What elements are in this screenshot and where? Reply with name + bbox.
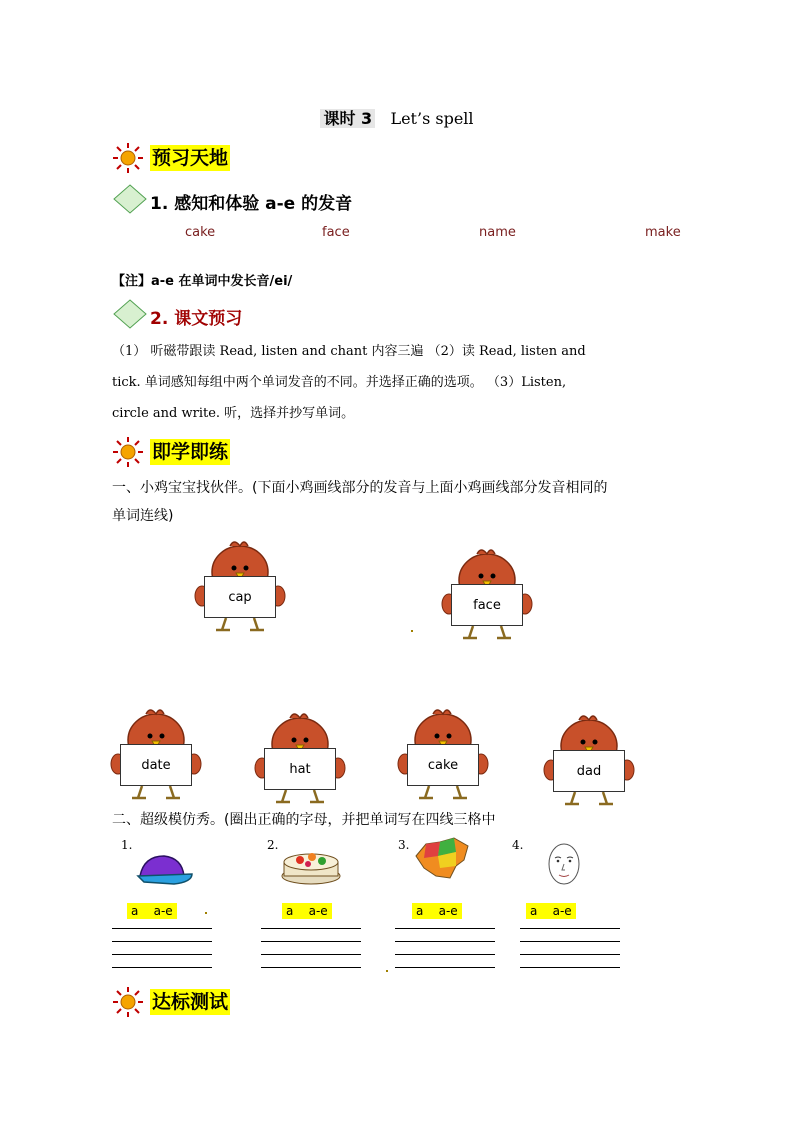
pronunciation-note: 【注】a-e 在单词中发长音/ei/ <box>112 274 293 289</box>
section-practice-title: 即学即练 <box>152 441 229 463</box>
lesson-topic: Let’s spell <box>390 109 474 128</box>
part2-heading: 2. 课文预习 <box>112 298 412 334</box>
writing-lines-4[interactable] <box>520 928 620 968</box>
writing-lines-1[interactable] <box>112 928 212 968</box>
dot-marker <box>411 630 413 632</box>
word-name: name <box>479 225 516 240</box>
word-cake: cake <box>185 225 216 240</box>
writing-lines-2[interactable] <box>261 928 361 968</box>
diamond-icon <box>112 298 148 330</box>
word-face: face <box>322 225 350 240</box>
item-number-3: 3. <box>398 838 410 852</box>
preview-instructions: （1） 听磁带跟读 Read, listen and chant 内容三遍 （2）读 Read, listen and tick. 单词感知每组中两个单词发音的不同。并选择正确的选项。 （3）Listen, circle and write. 听，选择并抄写单词。 <box>112 344 586 421</box>
writing-lines-3[interactable] <box>395 928 495 968</box>
options-item-1[interactable]: a a-e <box>127 900 177 919</box>
sun-icon <box>112 986 146 1020</box>
task1-instructions: 一、小鸡宝宝找伙伴。(下面小鸡画线部分的发音与上面小鸡画线部分发音相同的 单词连线) <box>112 480 608 524</box>
item-number-2: 2. <box>267 838 279 852</box>
section-preview-title: 预习天地 <box>152 147 229 169</box>
page-title <box>0 106 794 129</box>
section-test-title: 达标测试 <box>152 991 229 1013</box>
sun-icon <box>112 142 146 176</box>
task2-instructions: 二、超级模仿秀。(圈出正确的字母，并把单词写在四线三格中 <box>112 812 496 828</box>
options-item-4[interactable]: a a-e <box>526 900 576 919</box>
diamond-icon <box>112 183 148 215</box>
options-item-2[interactable]: a a-e <box>282 900 332 919</box>
section-practice <box>112 434 312 470</box>
item-number-4: 4. <box>512 838 524 852</box>
chick-cake[interactable]: cake <box>397 708 489 800</box>
chick-cap[interactable]: cap <box>194 540 286 632</box>
chick-face[interactable]: face <box>441 548 533 640</box>
section-preview <box>112 140 312 176</box>
face-icon <box>542 840 586 888</box>
section-test <box>112 984 312 1020</box>
chick-date[interactable]: date <box>110 708 202 800</box>
cap-icon <box>134 852 194 888</box>
part1-heading: 1. 感知和体验 a-e 的发音 <box>112 183 512 219</box>
dot-marker <box>386 970 388 972</box>
word-make: make <box>645 225 681 240</box>
sun-icon <box>112 436 146 470</box>
chick-hat[interactable]: hat <box>254 712 346 804</box>
lesson-number: 课时 3 <box>320 109 375 128</box>
dot-marker <box>205 912 207 914</box>
cake-icon <box>280 846 342 886</box>
item-number-1: 1. <box>121 838 133 852</box>
map-icon <box>410 836 472 884</box>
options-item-3[interactable]: a a-e <box>412 900 462 919</box>
chick-dad[interactable]: dad <box>543 714 635 806</box>
